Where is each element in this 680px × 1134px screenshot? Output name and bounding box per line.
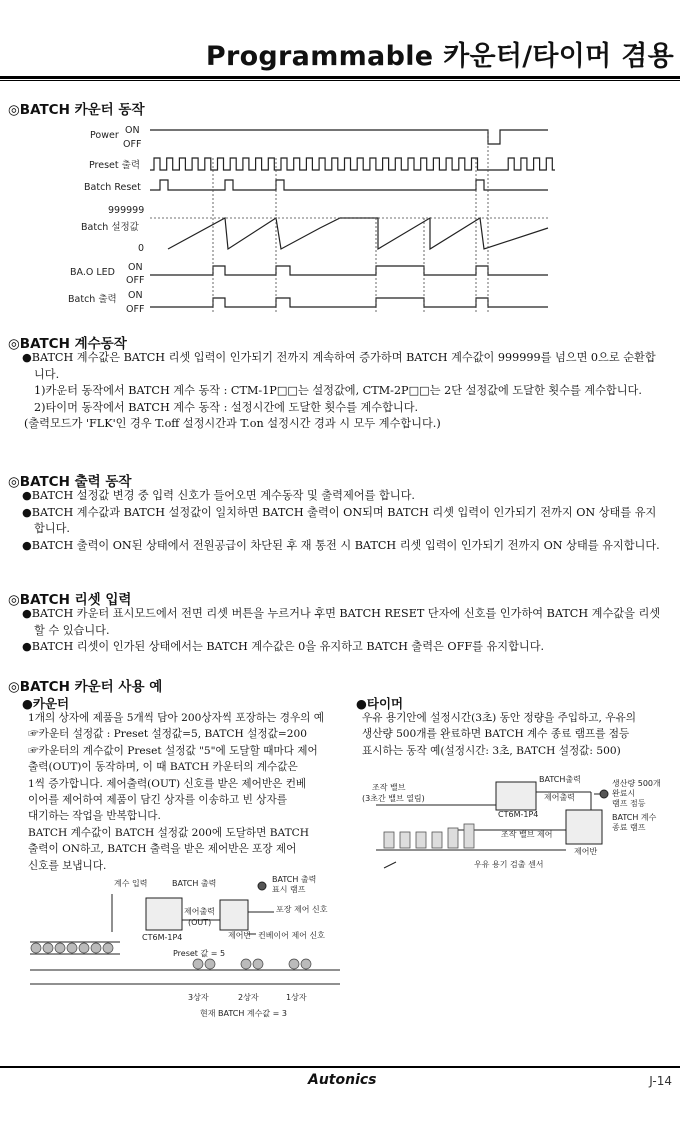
counter-model-label: CT6M-1P4 bbox=[142, 933, 183, 942]
batch-reset-body bbox=[22, 606, 662, 656]
section-title-batch-example: ◎BATCH 카운터 사용 예 bbox=[8, 679, 163, 695]
batch-reset-p2: ●BATCH 리셋이 인가된 상태에서는 BATCH 계수값은 0을 유지하고 BATCH 출력은 OFF를 유지합니다. bbox=[22, 640, 545, 653]
label-bao-off: OFF bbox=[126, 275, 145, 286]
conveyor-items bbox=[31, 943, 311, 969]
timer-lamp-4: BATCH 계수 bbox=[612, 813, 657, 822]
counter-preset-value-label: Preset 값 = 5 bbox=[173, 949, 226, 958]
counter-lamp-label-2: 표시 램프 bbox=[272, 885, 306, 894]
batch-output-p2: ●BATCH 계수값과 BATCH 설정값이 일치하면 BATCH 출력이 ON되며 BATCH 리셋 입력이 인가되기 전까지 ON 상태를 유지합니다. bbox=[22, 505, 657, 535]
label-power-off: OFF bbox=[123, 139, 142, 150]
timer-line: 생산량 500개를 완료하면 BATCH 계수 종료 램프를 점등 bbox=[362, 728, 630, 741]
header-rule bbox=[0, 76, 680, 79]
page-header bbox=[0, 28, 680, 76]
counter-control-output-label: 제어출력 bbox=[184, 907, 215, 916]
page-number: J-14 bbox=[649, 1074, 672, 1088]
batch-reset-p1: ●BATCH 카운터 표시모드에서 전면 리셋 버튼을 누르거나 후면 BATCH RESET 단자에 신호를 인가하여 BATCH 계수값을 리셋할 수 있습니다. bbox=[22, 607, 661, 637]
label-batch-output: Batch 출력 bbox=[68, 294, 117, 305]
timer-panel-label: 제어반 bbox=[574, 847, 598, 856]
milk-bottles bbox=[384, 824, 474, 848]
counter-line: 출력이 ON하고, BATCH 출력을 받은 제어반은 포장 제어 bbox=[28, 843, 297, 856]
counter-example-text bbox=[28, 710, 348, 874]
label-bao-led: BA.O LED bbox=[70, 267, 115, 278]
counter-packing-signal-label: 포장 제어 신호 bbox=[276, 905, 328, 914]
label-batch-setting: Batch 설정값 bbox=[81, 222, 139, 233]
timer-valve-label: 조작 밸브 bbox=[372, 783, 406, 792]
section-title-batch-count: ◎BATCH 계수동작 bbox=[8, 336, 127, 352]
counter-conveyor-signal-label: 컨베이어 제어 신호 bbox=[258, 931, 325, 940]
timer-line: 표시하는 동작 예(설정시간: 3초, BATCH 설정값: 500) bbox=[362, 744, 621, 757]
label-preset-output: Preset 출력 bbox=[89, 160, 140, 171]
counter-line: 신호를 보냅니다. bbox=[28, 859, 107, 872]
counter-line: ☞카운터의 계수값이 Preset 설정값 "5"에 도달할 때마다 제어 bbox=[28, 744, 318, 757]
counter-line: 1개의 상자에 제품을 5개씩 담아 200상자씩 포장하는 경우의 예 bbox=[28, 712, 325, 724]
timer-lamp-2: 완료시 bbox=[612, 789, 636, 798]
timer-example-text bbox=[362, 710, 672, 759]
counter-panel-label: 제어반 bbox=[228, 931, 252, 940]
section-title-batch-reset: ◎BATCH 리셋 입력 bbox=[8, 592, 132, 608]
counter-line: 대기하는 작업을 반복합니다. bbox=[28, 810, 161, 823]
timer-lamp-5: 종료 램프 bbox=[612, 823, 646, 832]
counter-batch-output-label: BATCH 출력 bbox=[172, 879, 217, 888]
batch-count-p1: ●BATCH 계수값은 BATCH 리셋 입력이 인가되기 전까지 계속하여 증가하며 BATCH 계수값이 999999를 넘으면 0으로 순환합니다. bbox=[22, 351, 656, 381]
section-title-batch-output: ◎BATCH 출력 동작 bbox=[8, 474, 132, 490]
counter-line: BATCH 계수값이 BATCH 설정값 200에 도달하면 BATCH bbox=[28, 826, 310, 839]
footer-rule bbox=[0, 1066, 680, 1068]
page-title: Programmable 카운터/타이머 겸용 bbox=[205, 41, 674, 72]
counter-lamp-label-1: BATCH 출력 bbox=[272, 875, 317, 884]
batch-count-body bbox=[22, 350, 662, 433]
batch-output-p1: ●BATCH 설정값 변경 중 입력 신호가 들어오면 계수동작 및 출력제어를 합니다. bbox=[22, 489, 415, 502]
timer-batch-output-label: BATCH출력 bbox=[539, 775, 581, 784]
timer-valve-control-label: 조작 밸브 제어 bbox=[501, 830, 553, 839]
counter-box3-label: 3상자 bbox=[188, 993, 209, 1002]
label-batch-reset: Batch Reset bbox=[84, 182, 141, 193]
timer-line: 우유 용기안에 설정시간(3초) 동안 정량을 주입하고, 우유의 bbox=[362, 712, 636, 724]
timer-lamp-3: 램프 점등 bbox=[612, 799, 646, 808]
label-max-value: 999999 bbox=[108, 205, 145, 216]
counter-box2-label: 2상자 bbox=[238, 993, 259, 1002]
counter-count-input-label: 계수 입력 bbox=[114, 879, 148, 888]
timer-valve-note: (3초간 밸브 열림) bbox=[362, 794, 425, 803]
label-power: Power bbox=[90, 130, 119, 141]
counter-line: 1씩 증가합니다. 제어출력(OUT) 신호를 받은 제어반은 컨베 bbox=[28, 777, 307, 790]
counter-line: ☞카운터 설정값 : Preset 설정값=5, BATCH 설정값=200 bbox=[28, 728, 307, 741]
counter-line: 출력(OUT)이 동작하며, 이 때 BATCH 카운터의 계수값은 bbox=[28, 761, 298, 774]
batch-count-p3: 2)타이머 동작에서 BATCH 계수 동작 : 설정시간에 도달한 횟수를 계수합니다. bbox=[34, 400, 419, 414]
batch-count-p2: 1)카운터 동작에서 BATCH 계수 동작 : CTM-1P□□는 설정값에, CTM-2P□□는 2단 설정값에 도달한 횟수를 계수합니다. bbox=[34, 384, 642, 397]
batch-timing-chart bbox=[0, 118, 680, 318]
counter-out-label: (OUT) bbox=[188, 918, 212, 927]
timer-sensor-label: 우유 용기 검출 센서 bbox=[474, 860, 544, 869]
label-out-off: OFF bbox=[126, 304, 145, 315]
batch-output-p3: ●BATCH 출력이 ON된 상태에서 전원공급이 차단된 후 재 통전 시 BATCH 리셋 입력이 인가되기 전까지 ON 상태를 유지합니다. bbox=[22, 538, 660, 552]
timer-model-label: CT6M-1P4 bbox=[498, 810, 539, 819]
section-title-batch-operation: ◎BATCH 카운터 동작 bbox=[8, 102, 145, 118]
label-zero: 0 bbox=[138, 243, 145, 254]
counter-box1-label: 1상자 bbox=[286, 993, 307, 1002]
brand-logo: Autonics bbox=[308, 1072, 377, 1088]
counter-example-diagram bbox=[20, 872, 360, 1022]
header-rule-thin bbox=[0, 80, 680, 81]
counter-example-heading: ●카운터 bbox=[22, 696, 70, 711]
counter-line: 이어를 제어하여 제품이 담긴 상자를 이송하고 빈 상자를 bbox=[28, 794, 287, 807]
label-out-on: ON bbox=[128, 290, 143, 301]
label-power-on: ON bbox=[125, 125, 140, 136]
timer-lamp-1: 생산량 500개 bbox=[612, 779, 661, 788]
batch-output-body bbox=[22, 488, 662, 554]
label-bao-on: ON bbox=[128, 262, 143, 273]
counter-current-batch-label: 현재 BATCH 계수값 = 3 bbox=[200, 1009, 287, 1018]
timer-control-output-label: 제어출력 bbox=[544, 793, 575, 802]
timer-example-heading: ●타이머 bbox=[356, 696, 404, 711]
batch-count-p4: (출력모드가 'FLK'인 경우 T.off 설정시간과 T.on 설정시간 경과 시 모두 계수합니다.) bbox=[24, 417, 441, 430]
timer-example-diagram bbox=[356, 770, 676, 880]
